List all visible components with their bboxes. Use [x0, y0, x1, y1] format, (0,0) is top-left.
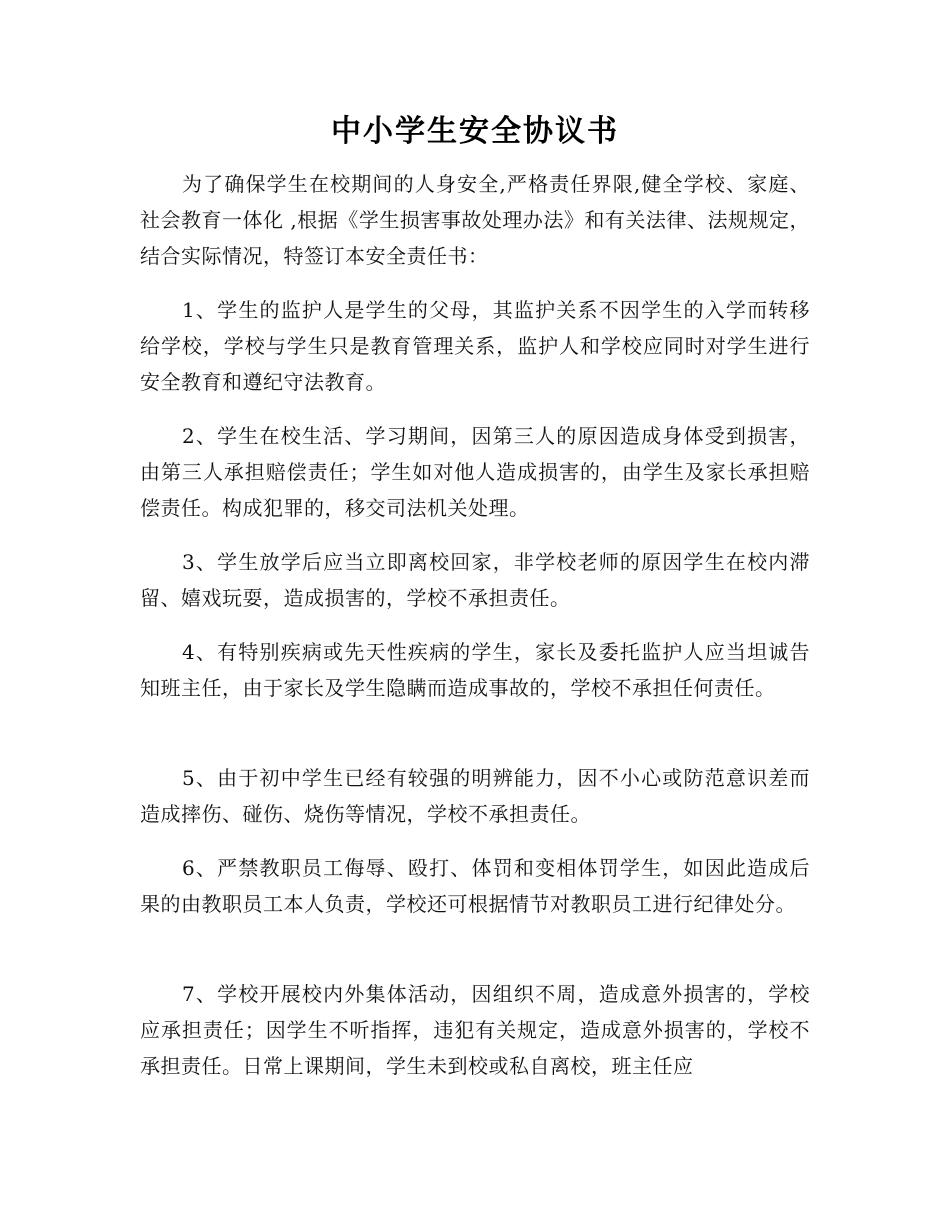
clause-2: 2、学生在校生活、学习期间，因第三人的原因造成身体受到损害，由第三人承担赔偿责任；学生如对他人造成损害的，由学生及家长承担赔偿责任。构成犯罪的，移交司法机关处理。 [140, 424, 810, 520]
clause-5: 5、由于初中学生已经有较强的明辨能力，因不小心或防范意识差而造成摔伤、碰伤、烧伤等情况，学校不承担责任。 [140, 766, 810, 826]
document-title: 中小学生安全协议书 [331, 114, 619, 149]
clause-4: 4、有特别疾病或先天性疾病的学生，家长及委托监护人应当坦诚告知班主任，由于家长及学生隐瞒而造成事故的，学校不承担任何责任。 [140, 640, 810, 700]
clause-6: 6、严禁教职员工侮辱、殴打、体罚和变相体罚学生，如因此造成后果的由教职员工本人负责，学校还可根据情节对教职员工进行纪律处分。 [140, 856, 810, 916]
clause-3: 3、学生放学后应当立即离校回家，非学校老师的原因学生在校内滞留、嬉戏玩耍，造成损害的，学校不承担责任。 [140, 550, 810, 610]
clause-1: 1、学生的监护人是学生的父母，其监护关系不因学生的入学而转移给学校，学校与学生只是教育管理关系，监护人和学校应同时对学生进行安全教育和遵纪守法教育。 [140, 298, 810, 394]
intro-paragraph: 为了确保学生在校期间的人身安全,严格责任界限,健全学校、家庭、社会教育一体化 ,根据《学生损害事故处理办法》和有关法律、法规规定，结合实际情况，特签订本安全责任书： [140, 172, 810, 268]
clause-7: 7、学校开展校内外集体活动，因组织不周，造成意外损害的，学校应承担责任；因学生不听指挥，违犯有关规定，造成意外损害的，学校不承担责任。日常上课期间，学生未到校或私自离校，班主任应 [140, 982, 810, 1078]
